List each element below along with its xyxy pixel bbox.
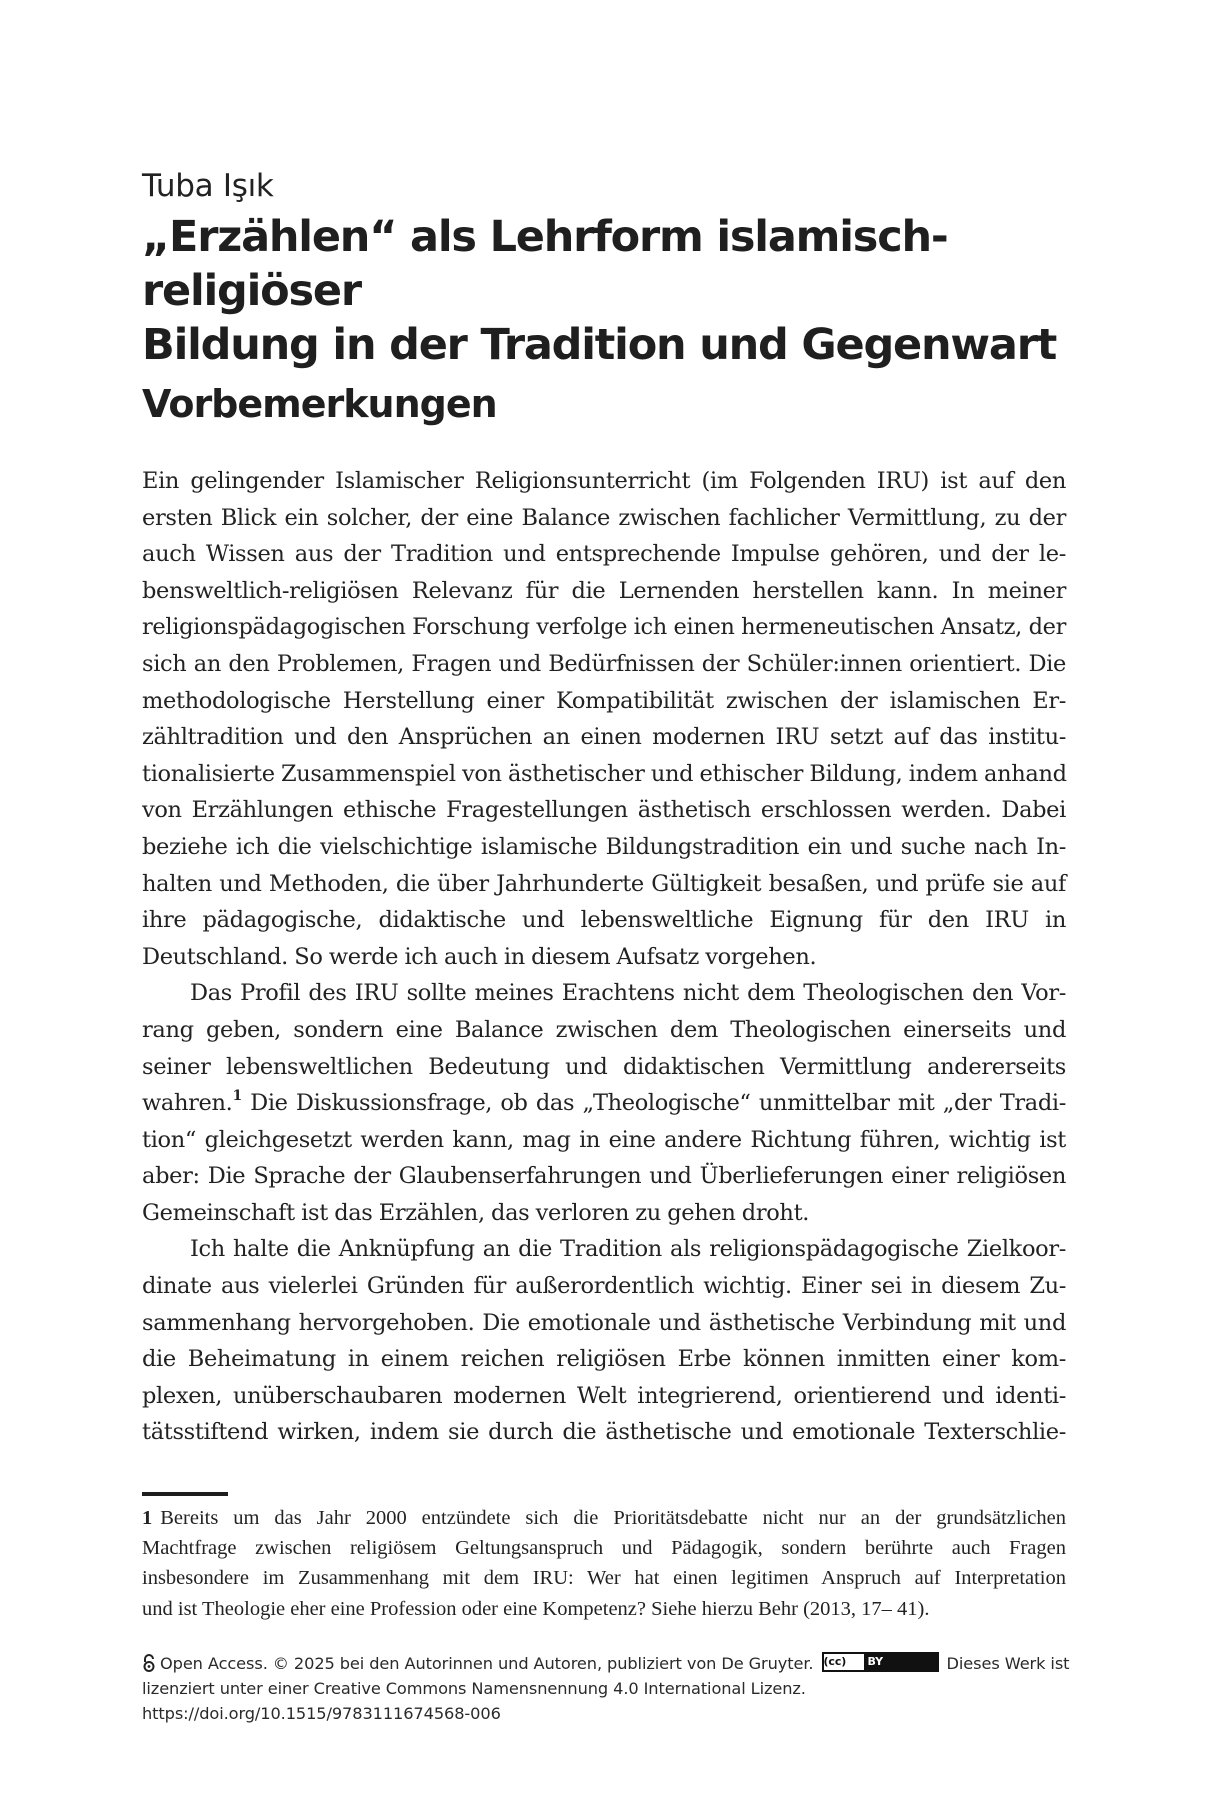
license-block <box>142 1651 1070 1726</box>
title-line: „Erzählen“ als Lehrform islamisch-religiöser <box>142 212 948 316</box>
body-line: methodologische Herstellung einer Kompatibilität zwischen der islamischen Er- <box>142 687 1066 714</box>
body-line: tionalisierte Zusammenspiel von ästhetischer und ethischer Bildung, indem anhand <box>142 760 1067 787</box>
footnote-reference[interactable]: 1 <box>232 1088 242 1105</box>
body-line: Ich halte die Anknüpfung an die Tradition als religionspädagogische Zielkoor- <box>190 1236 1066 1263</box>
footnote-line: insbesondere im Zusammenhang mit dem IRU: Wer hat einen legitimen Anspruch auf Interpretation <box>142 1567 1066 1590</box>
body-line: plexen, unüberschaubaren modernen Welt integrierend, orientierend und identi- <box>142 1382 1066 1409</box>
license-line <box>142 1651 1070 1676</box>
license-line: lizenziert unter einer Creative Commons Namensnennung 4.0 International Lizenz. <box>142 1679 806 1698</box>
body-line: aber: Die Sprache der Glaubenserfahrungen und Überlieferungen einer religiösen <box>142 1163 1066 1190</box>
body-line: Das Profil des IRU sollte meines Erachtens nicht dem Theologischen den Vor- <box>190 980 1066 1007</box>
open-access-lock-icon <box>142 1654 156 1672</box>
cc-by-badge[interactable] <box>822 1652 939 1672</box>
body-line: sich an den Problemen, Fragen und Bedürfnissen der Schüler:innen orientiert. Die <box>142 650 1066 677</box>
body-line: beziehe ich die vielschichtige islamische Bildungstradition ein und suche nach In- <box>142 833 1066 860</box>
section-heading: Vorbemerkungen <box>142 382 497 426</box>
body-line-start: wahren. <box>142 1090 233 1117</box>
body-line-with-footnote <box>142 1085 1066 1122</box>
body-line: seiner lebensweltlichen Bedeutung und didaktischen Vermittlung andererseits <box>142 1053 1066 1080</box>
footnote-text: Bereits um das Jahr 2000 entzündete sich die Prioritätsdebatte nicht nur an der grundsätzlichen <box>160 1507 1066 1529</box>
body-line: halten und Methoden, die über Jahrhunderte Gültigkeit besaßen, und prüfe sie auf <box>142 870 1066 897</box>
body-line: die Beheimatung in einem reichen religiösen Erbe können inmitten einer kom- <box>142 1346 1066 1373</box>
article-title <box>142 210 1066 372</box>
body-line-rest: Die Diskussionsfrage, ob das „Theologische“ unmittelbar mit „der Tradi- <box>250 1090 1066 1117</box>
body-line: auch Wissen aus der Tradition und entsprechende Impulse gehören, und der le- <box>142 541 1066 568</box>
body-line: tion“ gleichgesetzt werden kann, mag in eine andere Richtung führen, wichtig ist <box>142 1126 1066 1153</box>
footnote-separator <box>142 1492 228 1496</box>
body-line: ihre pädagogische, didaktische und lebensweltliche Eignung für den IRU in <box>142 907 1066 934</box>
author-name: Tuba Işık <box>142 168 274 204</box>
license-text: Open Access. © 2025 bei den Autorinnen und Autoren, publiziert von De Gruyter. <box>160 1654 814 1673</box>
body-line: Ein gelingender Islamischer Religionsunterricht (im Folgenden IRU) ist auf den <box>142 468 1066 494</box>
cc-logo: (cc) <box>824 1654 864 1670</box>
body-line: rang geben, sondern eine Balance zwischen dem Theologischen einerseits und <box>142 1016 1066 1043</box>
footnote-number: 1 <box>142 1507 153 1529</box>
body-line: bensweltlich-religiösen Relevanz für die Lernenden herstellen kann. In meiner <box>142 577 1066 604</box>
body-line: Deutschland. So werde ich auch in diesem Aufsatz vorgehen. <box>142 943 817 970</box>
body-line: dinate aus vielerlei Gründen für außerordentlich wichtig. Einer sei in diesem Zu- <box>142 1273 1066 1300</box>
footnote-line: Machtfrage zwischen religiösem Geltungsanspruch und Pädagogik, sondern berührte auch Fragen <box>142 1537 1066 1560</box>
footnote-line <box>142 1503 1066 1533</box>
body-line: sammenhang hervorgehoben. Die emotionale und ästhetische Verbindung mit und <box>142 1309 1066 1336</box>
footnote-line: und ist Theologie eher eine Profession oder eine Kompetenz? Siehe hierzu Behr (2013, 17– 41). <box>142 1597 930 1620</box>
body-text <box>142 463 1066 1451</box>
doi-line <box>142 1701 1066 1726</box>
body-line: tätsstiftend wirken, indem sie durch die ästhetische und emotionale Texterschlie- <box>142 1419 1066 1446</box>
cc-by-label: BY <box>867 1655 884 1668</box>
body-line: Gemeinschaft ist das Erzählen, das verloren zu gehen droht. <box>142 1199 810 1226</box>
body-line: ersten Blick ein solcher, der eine Balance zwischen fachlicher Vermittlung, zu der <box>142 504 1066 531</box>
body-line: religionspädagogischen Forschung verfolge ich einen hermeneutischen Ansatz, der <box>142 614 1066 641</box>
body-line: von Erzählungen ethische Fragestellungen ästhetisch erschlossen werden. Dabei <box>142 797 1066 824</box>
doi-link[interactable]: https://doi.org/10.1515/9783111674568-006 <box>142 1704 501 1723</box>
license-text-tail: Dieses Werk ist <box>946 1654 1070 1673</box>
footnotes <box>142 1503 1066 1624</box>
title-line: Bildung in der Tradition und Gegenwart <box>142 320 1057 370</box>
body-line: zähltradition und den Ansprüchen an einen modernen IRU setzt auf das institu- <box>142 724 1066 751</box>
